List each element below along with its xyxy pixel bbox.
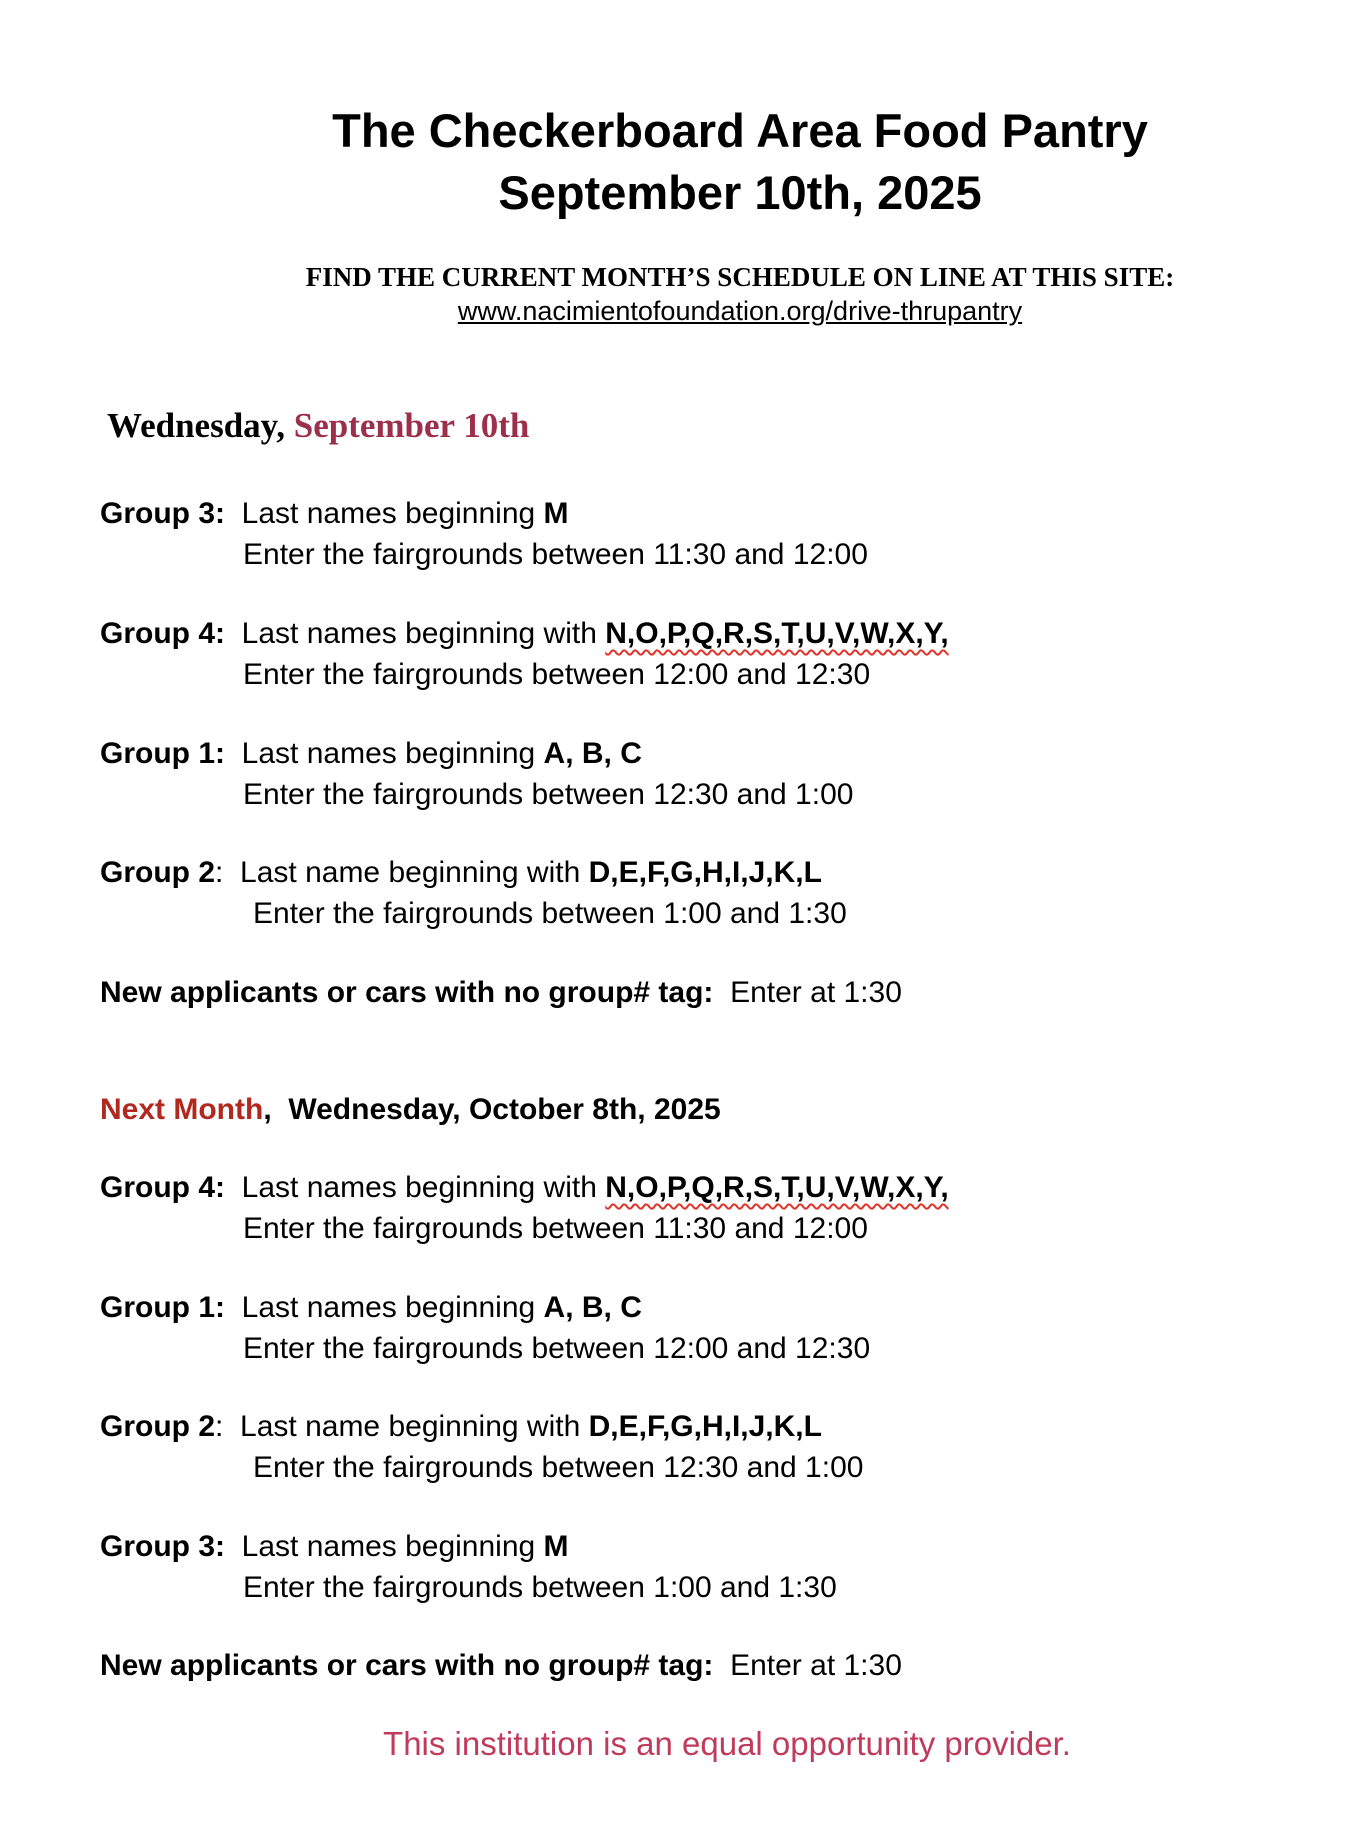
group-label: Group 2 bbox=[100, 1410, 216, 1443]
new-applicants-row bbox=[100, 976, 902, 1010]
group-text: Last names beginning bbox=[241, 497, 544, 530]
equal-opportunity-notice: This institution is an equal opportunity provider. bbox=[383, 1725, 1071, 1762]
group-letters: N,O,P,Q,R,S,T,U,V,W,X,Y, bbox=[605, 1171, 949, 1204]
title-line-1: The Checkerboard Area Food Pantry bbox=[332, 104, 1148, 157]
group-text: Last names beginning with bbox=[241, 1171, 606, 1204]
group-text: Last name beginning with bbox=[240, 1410, 589, 1443]
group-colon: : bbox=[215, 856, 224, 889]
group-letters: A, B, C bbox=[543, 737, 642, 770]
group-text: Last names beginning bbox=[241, 737, 544, 770]
new-applicants-time: Enter at 1:30 bbox=[730, 1649, 902, 1682]
group-row bbox=[100, 1410, 822, 1444]
group-label: Group 3: bbox=[100, 1530, 225, 1563]
group-text: Last names beginning bbox=[241, 1291, 544, 1324]
group-time: Enter the fairgrounds between 12:30 and 1:00 bbox=[243, 778, 854, 811]
group-text: Last name beginning with bbox=[240, 856, 589, 889]
group-label: Group 3: bbox=[100, 497, 225, 530]
group-letters: M bbox=[543, 497, 569, 530]
schedule-notice: FIND THE CURRENT MONTH’S SCHEDULE ON LINE AT THIS SITE: bbox=[305, 262, 1175, 292]
title-line-2: September 10th, 2025 bbox=[498, 166, 982, 219]
group-time: Enter the fairgrounds between 1:00 and 1:30 bbox=[243, 1571, 837, 1604]
group-row bbox=[100, 617, 949, 651]
group-label: Group 1: bbox=[100, 1291, 225, 1324]
group-label: Group 4: bbox=[100, 1171, 225, 1204]
group-label: Group 2 bbox=[100, 856, 216, 889]
group-time: Enter the fairgrounds between 1:00 and 1:30 bbox=[253, 897, 847, 930]
group-row bbox=[100, 1291, 642, 1325]
new-applicants-label: New applicants or cars with no group# tag: bbox=[100, 1649, 714, 1682]
next-month-label: Next Month bbox=[100, 1093, 264, 1126]
group-colon: : bbox=[215, 1410, 224, 1443]
group-letters: D,E,F,G,H,I,J,K,L bbox=[588, 856, 822, 889]
group-time: Enter the fairgrounds between 12:00 and 12:30 bbox=[243, 1332, 871, 1365]
next-month-heading bbox=[100, 1093, 721, 1127]
new-applicants-row bbox=[100, 1649, 902, 1683]
group-row bbox=[100, 737, 642, 771]
group-time: Enter the fairgrounds between 12:30 and 1:00 bbox=[253, 1451, 864, 1484]
group-label: Group 4: bbox=[100, 617, 225, 650]
new-applicants-time: Enter at 1:30 bbox=[730, 976, 902, 1009]
weekday-label: Wednesday, bbox=[107, 406, 294, 445]
schedule-link[interactable]: www.nacimientofoundation.org/drive-thrupantry bbox=[457, 296, 1023, 326]
current-day-heading bbox=[107, 406, 529, 446]
next-month-date: , Wednesday, October 8th, 2025 bbox=[263, 1093, 721, 1126]
group-text: Last names beginning with bbox=[241, 617, 606, 650]
group-letters: D,E,F,G,H,I,J,K,L bbox=[588, 1410, 822, 1443]
group-time: Enter the fairgrounds between 11:30 and 12:00 bbox=[243, 538, 868, 571]
group-row bbox=[100, 1530, 569, 1564]
group-letters: N,O,P,Q,R,S,T,U,V,W,X,Y, bbox=[605, 617, 949, 650]
group-label: Group 1: bbox=[100, 737, 225, 770]
date-label: September 10th bbox=[293, 406, 530, 445]
group-text: Last names beginning bbox=[241, 1530, 544, 1563]
group-letters: A, B, C bbox=[543, 1291, 642, 1324]
group-row bbox=[100, 497, 569, 531]
new-applicants-label: New applicants or cars with no group# tag: bbox=[100, 976, 714, 1009]
group-time: Enter the fairgrounds between 12:00 and 12:30 bbox=[243, 658, 871, 691]
group-time: Enter the fairgrounds between 11:30 and 12:00 bbox=[243, 1212, 868, 1245]
group-row bbox=[100, 856, 822, 890]
group-letters: M bbox=[543, 1530, 569, 1563]
group-row bbox=[100, 1171, 949, 1205]
